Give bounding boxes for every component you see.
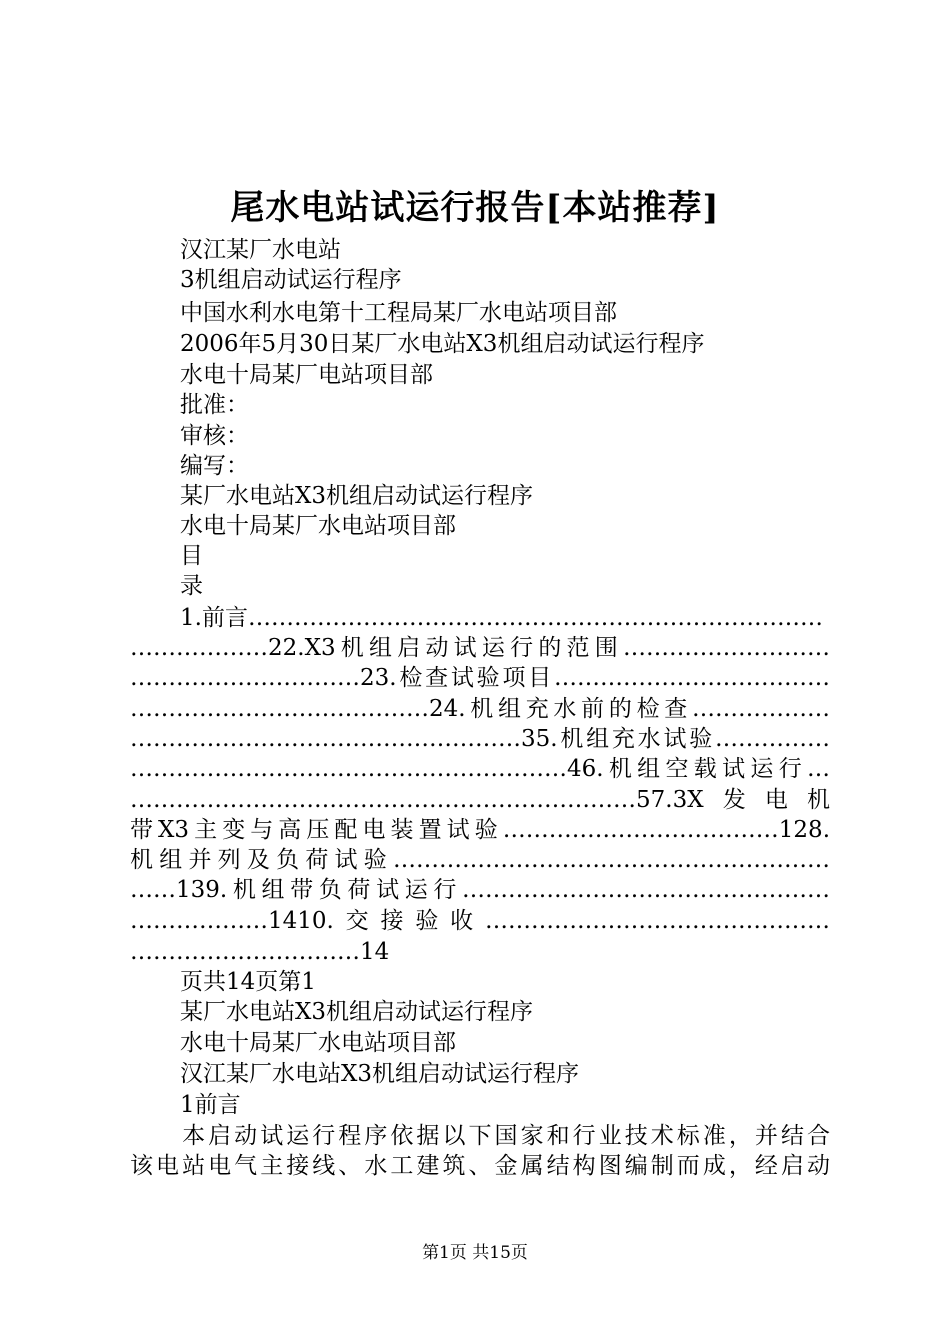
cover-line: 3机组启动试运行程序 xyxy=(180,267,402,293)
toc-line: 1.前言………………………………………………………………… xyxy=(180,605,823,631)
cover-line: 审核： xyxy=(180,423,249,449)
cover-line: 水电十局某厂水电站项目部 xyxy=(180,513,456,539)
body-paragraph-line: 该电站电气主接线、水工建筑、金属结构图编制而成，经启动 xyxy=(130,1153,830,1179)
cover-line: 某厂水电站X3机组启动试运行程序 xyxy=(180,483,534,509)
cover-line: 编写： xyxy=(180,453,249,479)
document-title: 尾水电站试运行报告[本站推荐] xyxy=(230,188,720,228)
cover-line: 2006年5月30日某厂水电站X3机组启动试运行程序 xyxy=(180,331,705,357)
toc-line: 带X3主变与高压配电装置试验………………………………128. xyxy=(130,817,830,843)
toc-line: 机组并列及负荷试验………………………………………………… xyxy=(130,847,830,873)
header-line: 水电十局某厂水电站项目部 xyxy=(180,1030,456,1056)
toc-line: …………………………………………………………57.3X发电机 xyxy=(130,787,830,813)
cover-line: 批准： xyxy=(180,392,249,418)
cover-line: 汉江某厂水电站 xyxy=(180,237,341,263)
toc-heading-mu: 目 xyxy=(180,543,203,569)
toc-line: ………………1410.交接验收……………………………………… xyxy=(130,908,830,934)
page-note: 页共14页第1 xyxy=(180,969,316,995)
toc-line: …………………………23.检查试验项目……………………………… xyxy=(130,665,830,691)
header-line: 汉江某厂水电站X3机组启动试运行程序 xyxy=(180,1061,580,1087)
body-paragraph-line: 本启动试运行程序依据以下国家和行业技术标准，并结合 xyxy=(130,1123,830,1149)
toc-heading-lu: 录 xyxy=(180,573,203,599)
toc-line: …………………………14 xyxy=(130,939,390,965)
toc-line: …………………………………………………46.机组空载试运行… xyxy=(130,756,830,782)
header-line: 某厂水电站X3机组启动试运行程序 xyxy=(180,999,534,1025)
section-heading: 1前言 xyxy=(180,1092,241,1118)
cover-line: 水电十局某厂电站项目部 xyxy=(180,362,433,388)
page-footer: 第1页 共15页 xyxy=(422,1243,528,1263)
toc-line: …………………………………24.机组充水前的检查……………… xyxy=(130,696,830,722)
toc-line: ……139.机组带负荷试运行………………………………………… xyxy=(130,877,830,903)
toc-line: ………………22.X3机组启动试运行的范围……………………… xyxy=(130,635,830,661)
toc-line: ……………………………………………35.机组充水试验…………… xyxy=(130,726,830,752)
cover-line: 中国水利水电第十工程局某厂水电站项目部 xyxy=(180,300,617,326)
